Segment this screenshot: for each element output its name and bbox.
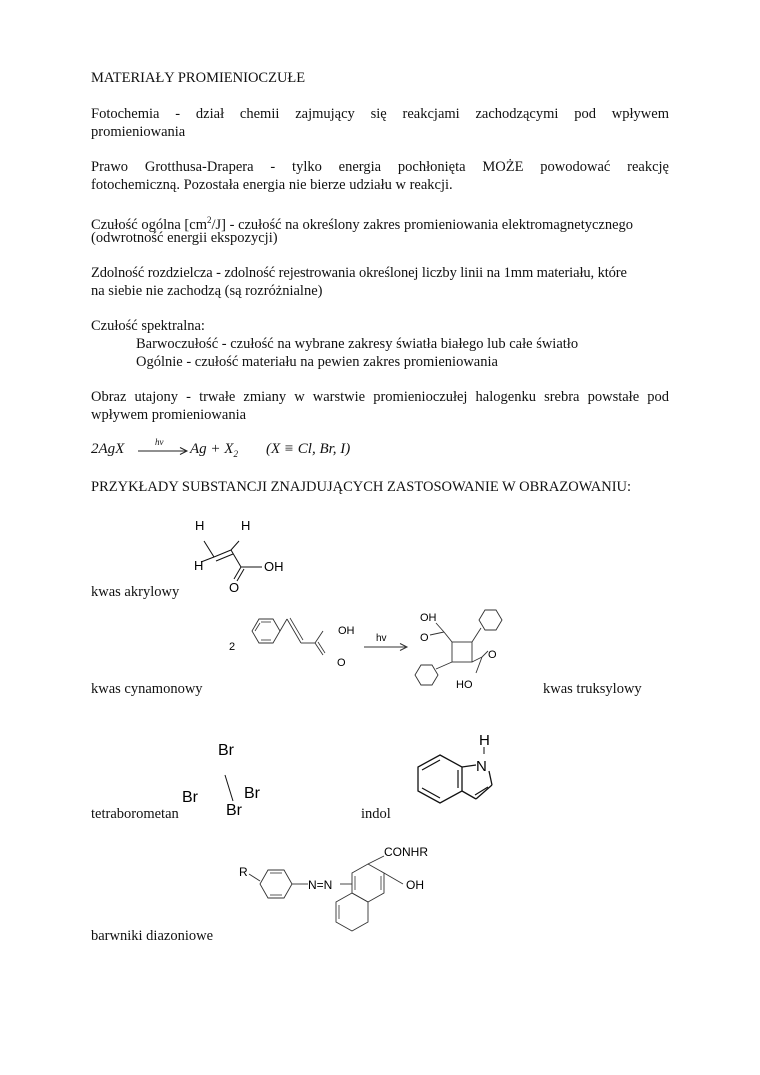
truxillic-bond <box>472 628 481 642</box>
indole-bond <box>462 791 476 799</box>
tetrabromomethane-br-bottom: Br <box>226 802 242 819</box>
fotochemia-line2: promieniowania <box>91 124 186 140</box>
spektralna-item-barwoczulosc: Barwoczułość - czułość na wybrane zakresy światła białego lub całe światło <box>136 336 579 352</box>
indole-benzene-ring <box>418 755 462 803</box>
azo-naphthalene-ring-a <box>352 864 384 902</box>
zdolnosc-line1: Zdolność rozdzielcza - zdolność rejestrowania określonej liczby linii na 1mm materiału, które <box>91 265 627 281</box>
acrylic-bond <box>231 550 241 567</box>
azo-atom-r: R <box>239 865 248 879</box>
prawo-line2: fotochemiczną. Pozostała energia nie bierze udziału w reakcji. <box>91 177 453 193</box>
indole-label: indol <box>361 806 391 822</box>
tetrabromomethane-br-top: Br <box>218 742 234 759</box>
azo-phenyl-ring <box>260 870 292 898</box>
truxillic-bond <box>444 632 452 642</box>
tetrabromomethane-br-left: Br <box>182 789 198 806</box>
prawo-line1: Prawo Grotthusa-Drapera - tylko energia pochłonięta MOŻE powodować reakcję <box>91 159 669 175</box>
acrylic-atom-o: O <box>229 580 240 595</box>
cinnamic-bond <box>280 619 287 631</box>
page-title: MATERIAŁY PROMIENIOCZUŁE <box>91 70 306 86</box>
truxillic-bond <box>430 632 444 635</box>
reaction-arrow <box>360 628 410 658</box>
truxillic-cyclobutane <box>452 642 472 662</box>
acrylic-atom-h2: H <box>241 518 251 533</box>
azo-r-bond <box>249 874 260 881</box>
azo-dyes-label: barwniki diazoniowe <box>91 928 214 944</box>
truxillic-acid-label: kwas truksylowy <box>543 681 642 697</box>
truxillic-bond <box>436 623 444 632</box>
zdolnosc-line2: na siebie nie zachodzą (są rozróżnialne) <box>91 283 323 299</box>
cinnamic-atom-o: O <box>337 657 346 669</box>
acrylic-atom-h3: H <box>194 558 204 573</box>
indole-ring-double <box>422 788 440 798</box>
equation-rhs <box>190 441 238 459</box>
fotochemia-line1: Fotochemia - dział chemii zajmujący się reakcjami zachodzącymi pod wpływem <box>91 106 669 122</box>
czulosc-sup: 2 <box>206 215 212 225</box>
tetrabromomethane-bond <box>225 775 233 801</box>
truxillic-atom-ho: HO <box>456 679 473 691</box>
equation-rhs-sub: 2 <box>233 449 238 459</box>
cinnamic-bond <box>318 642 325 653</box>
equation-rhs-ag: Ag + X <box>190 441 234 457</box>
indole-bond <box>476 785 492 799</box>
obraz-line2: wpływem promieniowania <box>91 407 247 423</box>
czulosc-post: /J] - czułość na określony zakres promieniowania elektromagnetycznego <box>211 216 634 233</box>
azo-bond <box>368 856 384 864</box>
acrylic-bond <box>204 541 214 557</box>
azo-group: N=N <box>308 878 333 892</box>
equation-condition: (X ≡ Cl, Br, I) <box>266 441 351 457</box>
truxillic-phenyl-top <box>479 610 502 630</box>
azo-naphthalene-ring-b <box>336 893 368 931</box>
acrylic-acid-structure <box>185 512 295 600</box>
indole-bond <box>489 771 492 785</box>
azo-oh: OH <box>406 878 424 892</box>
czulosc-pre: Czułość ogólna [cm <box>91 216 207 233</box>
czulosc-line2: (odwrotność energii ekspozycji) <box>91 230 278 246</box>
indole-ring-double <box>422 760 440 770</box>
tetrabromomethane-label: tetraborometan <box>91 806 179 822</box>
azo-conhr: CONHR <box>384 845 428 859</box>
reaction-arrow-label: hv <box>376 633 387 644</box>
examples-heading: PRZYKŁADY SUBSTANCJI ZNAJDUJĄCYCH ZASTOSOWANIE W OBRAZOWANIU: <box>91 479 632 495</box>
cinnamic-coefficient: 2 <box>229 641 236 653</box>
cinnamic-acid-label: kwas cynamonowy <box>91 681 203 697</box>
truxillic-atom-o1: O <box>420 632 429 644</box>
obraz-line1: Obraz utajony - trwałe zmiany w warstwie promienioczułej halogenku srebra powstałe pod <box>91 389 669 405</box>
spektralna-heading: Czułość spektralna: <box>91 318 205 334</box>
cinnamic-atom-oh: OH <box>338 625 355 637</box>
acrylic-acid-label: kwas akrylowy <box>91 584 180 600</box>
truxillic-acid-structure <box>408 603 518 691</box>
truxillic-bond <box>436 662 452 669</box>
cinnamic-bond <box>290 618 303 640</box>
equation-arrow-label: hν <box>155 437 164 447</box>
cinnamic-bond <box>287 619 301 643</box>
spektralna-item-ogolnie: Ogólnie - czułość materiału na pewien zakres promieniowania <box>136 354 498 370</box>
cinnamic-bond <box>315 631 323 643</box>
indole-atom-h: H <box>479 732 490 749</box>
indole-bond <box>462 765 476 767</box>
indole-atom-n: N <box>476 758 487 775</box>
truxillic-phenyl-bottom <box>415 665 438 685</box>
cinnamic-benzene-ring <box>252 619 280 643</box>
tetrabromomethane-structure <box>175 735 275 820</box>
azo-bond <box>384 873 403 884</box>
truxillic-atom-oh: OH <box>420 612 437 624</box>
indole-structure <box>400 727 510 827</box>
acrylic-bond <box>234 567 241 579</box>
tetrabromomethane-br-right: Br <box>244 785 260 802</box>
equation-arrow <box>136 438 192 458</box>
cinnamic-bond <box>315 643 323 655</box>
acrylic-atom-oh: OH <box>264 559 284 574</box>
cinnamic-acid-structure <box>225 603 365 673</box>
equation-lhs: 2AgX <box>91 441 125 457</box>
truxillic-atom-o2: O <box>488 649 497 661</box>
acrylic-atom-h1: H <box>195 518 205 533</box>
acrylic-bond <box>231 541 239 550</box>
azo-dye-structure <box>228 838 468 948</box>
